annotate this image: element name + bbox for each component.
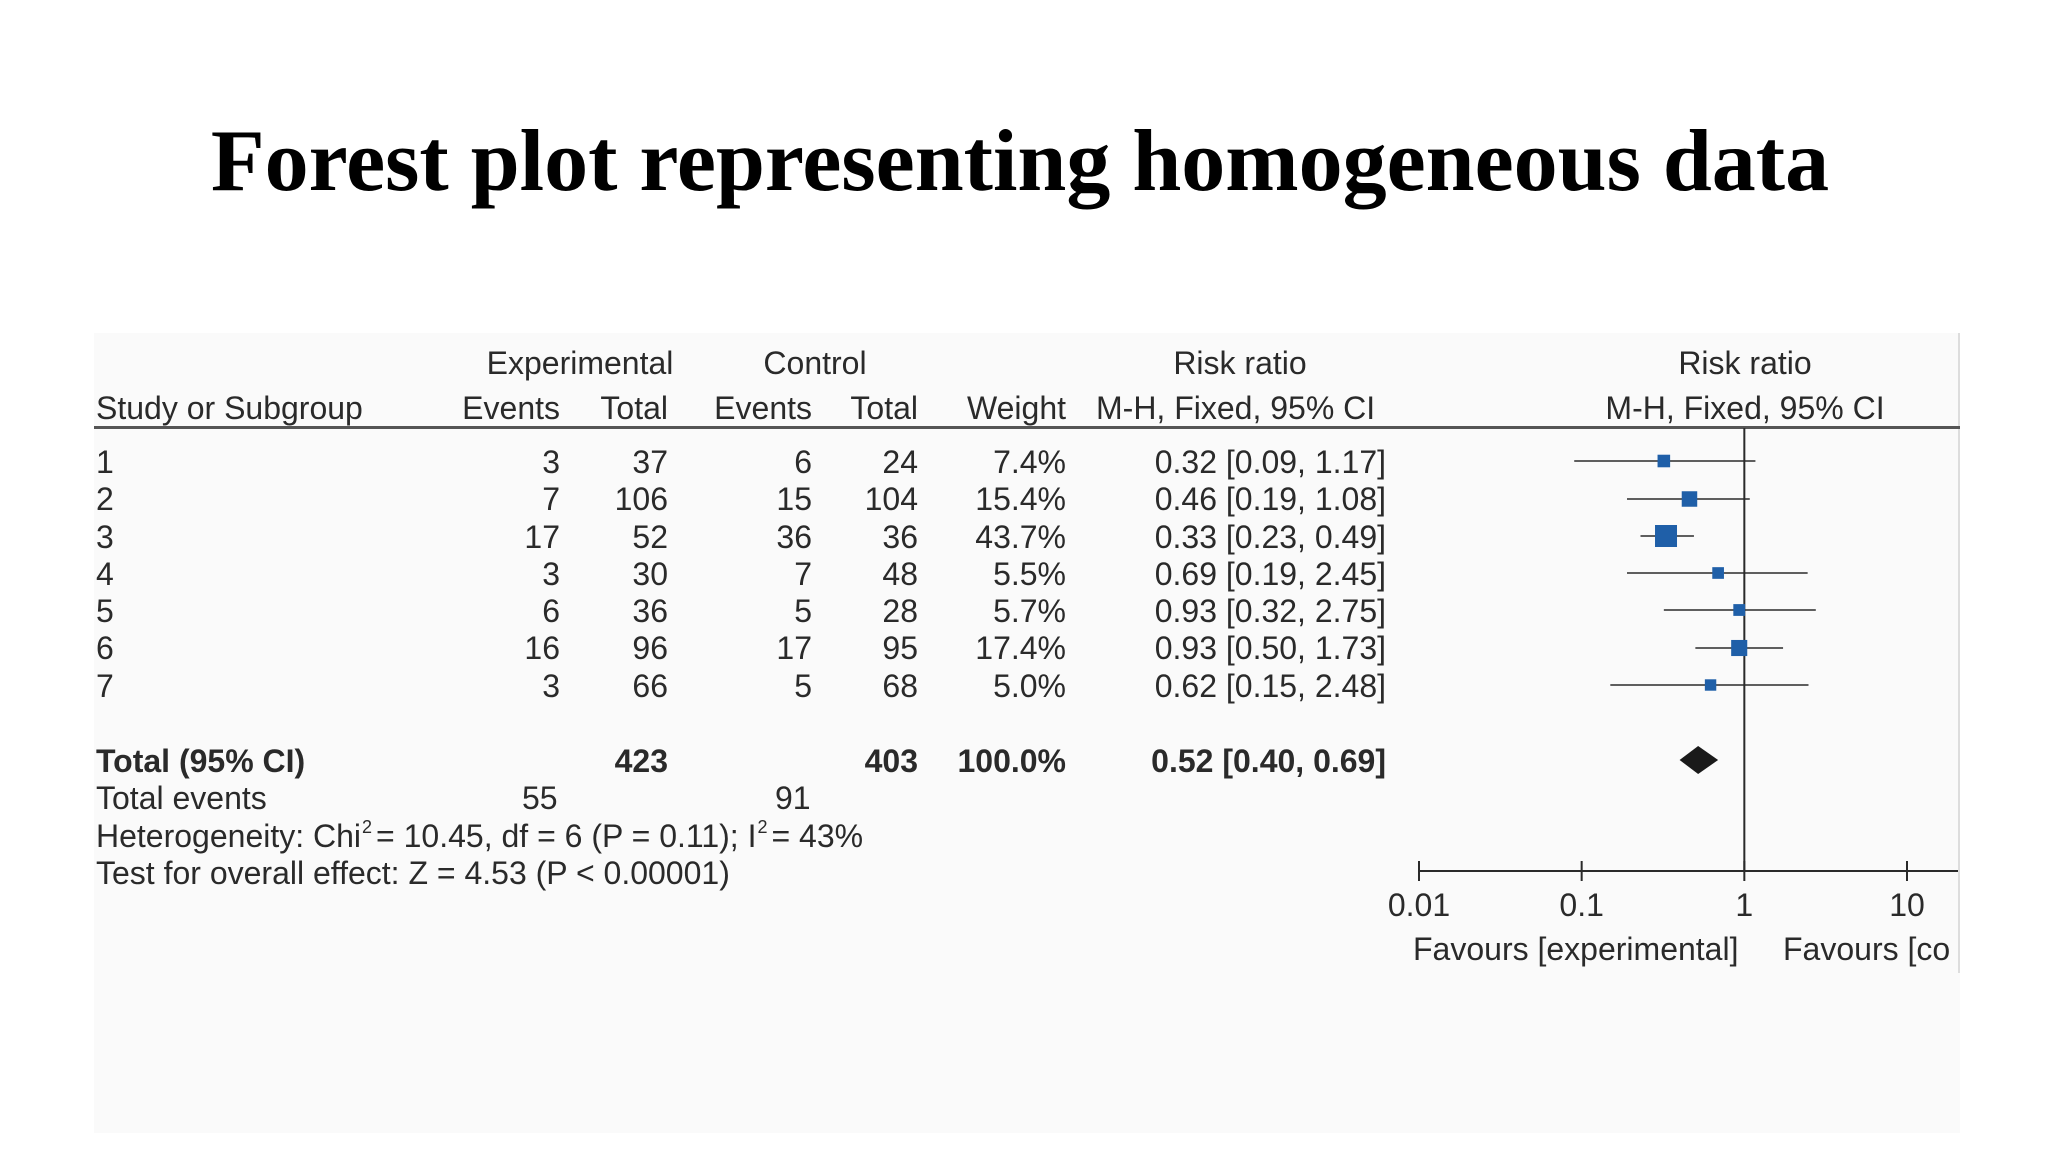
study-point-marker xyxy=(1655,525,1677,547)
x-tick-label: 10 xyxy=(1889,887,1925,923)
x-tick-label: 1 xyxy=(1735,887,1754,923)
weight: 7.4% xyxy=(993,444,1066,480)
risk-ratio-ci: 0.33 [0.23, 0.49] xyxy=(1154,519,1386,555)
x-tick-label: 0.01 xyxy=(1387,887,1451,923)
ctl-total: 104 xyxy=(864,481,918,517)
exp-events: 3 xyxy=(542,556,560,592)
risk-ratio-ci: 0.69 [0.19, 2.45] xyxy=(1154,556,1386,592)
header-events-exp: Events xyxy=(462,390,560,426)
ctl-events: 36 xyxy=(776,519,812,555)
risk-ratio-ci: 0.93 [0.50, 1.73] xyxy=(1154,630,1386,666)
ctl-events: 5 xyxy=(794,593,812,629)
ctl-events: 6 xyxy=(794,444,812,480)
study-id: 1 xyxy=(96,444,114,480)
ctl-total: 95 xyxy=(882,630,918,666)
exp-total: 66 xyxy=(632,668,668,704)
total-weight: 100.0% xyxy=(957,743,1066,779)
header-control: Control xyxy=(763,345,867,381)
favours-left-label: Favours [experimental] xyxy=(1413,931,1739,967)
total-events-label: Total events xyxy=(96,780,267,816)
study-point-marker xyxy=(1705,679,1716,690)
page-title: Forest plot representing homogeneous data xyxy=(210,113,1830,210)
total-ctl-total: 403 xyxy=(864,743,918,779)
total-exp-events: 55 xyxy=(522,780,558,816)
risk-ratio-ci: 0.62 [0.15, 2.48] xyxy=(1154,668,1386,704)
header-weight: Weight xyxy=(966,390,1066,426)
study-id: 4 xyxy=(96,556,114,592)
ctl-total: 68 xyxy=(882,668,918,704)
study-point-marker xyxy=(1682,491,1697,506)
ctl-total: 24 xyxy=(882,444,918,480)
risk-ratio-ci: 0.93 [0.32, 2.75] xyxy=(1154,593,1386,629)
risk-ratio-ci: 0.46 [0.19, 1.08] xyxy=(1154,481,1386,517)
weight: 5.7% xyxy=(993,593,1066,629)
exp-events: 3 xyxy=(542,444,560,480)
study-point-marker xyxy=(1712,567,1724,579)
study-id: 7 xyxy=(96,668,114,704)
exp-total: 106 xyxy=(614,481,668,517)
exp-total: 37 xyxy=(632,444,668,480)
study-point-marker xyxy=(1731,640,1747,656)
ctl-events: 15 xyxy=(776,481,812,517)
total-label: Total (95% CI) xyxy=(96,743,306,779)
exp-events: 6 xyxy=(542,593,560,629)
header-study: Study or Subgroup xyxy=(96,390,363,426)
study-id: 2 xyxy=(96,481,114,517)
exp-total: 52 xyxy=(632,519,668,555)
weight: 17.4% xyxy=(975,630,1066,666)
study-point-marker xyxy=(1733,604,1745,616)
total-ctl-events: 91 xyxy=(775,780,811,816)
header-total-ctl: Total xyxy=(850,390,918,426)
heterogeneity-part-b: = 10.45, df = 6 (P = 0.11); I xyxy=(376,818,757,854)
total-ci: 0.52 [0.40, 0.69] xyxy=(1151,743,1386,779)
risk-ratio-ci: 0.32 [0.09, 1.17] xyxy=(1154,444,1386,480)
pooled-diamond xyxy=(1680,746,1719,774)
header-events-ctl: Events xyxy=(714,390,812,426)
superscript-2: 2 xyxy=(757,817,768,837)
header-risk-ratio: Risk ratio xyxy=(1173,345,1307,381)
weight: 15.4% xyxy=(975,481,1066,517)
ctl-events: 5 xyxy=(794,668,812,704)
exp-events: 7 xyxy=(542,481,560,517)
exp-events: 17 xyxy=(524,519,560,555)
heterogeneity-part-a: Heterogeneity: Chi xyxy=(96,818,362,854)
header-experimental: Experimental xyxy=(486,345,674,381)
ctl-total: 36 xyxy=(882,519,918,555)
study-id: 3 xyxy=(96,519,114,555)
header-method-plot: M-H, Fixed, 95% CI xyxy=(1605,390,1885,426)
x-tick-label: 0.1 xyxy=(1559,887,1604,923)
total-exp-total: 423 xyxy=(614,743,668,779)
header-risk-ratio-plot: Risk ratio xyxy=(1678,345,1812,381)
exp-events: 16 xyxy=(524,630,560,666)
favours-right-label: Favours [co xyxy=(1783,931,1951,967)
exp-total: 30 xyxy=(632,556,668,592)
superscript-2: 2 xyxy=(362,817,373,837)
weight: 5.0% xyxy=(993,668,1066,704)
ctl-total: 28 xyxy=(882,593,918,629)
weight: 5.5% xyxy=(993,556,1066,592)
weight: 43.7% xyxy=(975,519,1066,555)
header-method: M-H, Fixed, 95% CI xyxy=(1096,390,1376,426)
exp-events: 3 xyxy=(542,668,560,704)
overall-effect-text: Test for overall effect: Z = 4.53 (P < 0.00001) xyxy=(96,855,730,891)
exp-total: 96 xyxy=(632,630,668,666)
exp-total: 36 xyxy=(632,593,668,629)
ctl-total: 48 xyxy=(882,556,918,592)
ctl-events: 7 xyxy=(794,556,812,592)
ctl-events: 17 xyxy=(776,630,812,666)
header-total-exp: Total xyxy=(600,390,668,426)
study-point-marker xyxy=(1658,455,1671,468)
study-id: 6 xyxy=(96,630,114,666)
study-id: 5 xyxy=(96,593,114,629)
heterogeneity-part-c: = 43% xyxy=(771,818,864,854)
